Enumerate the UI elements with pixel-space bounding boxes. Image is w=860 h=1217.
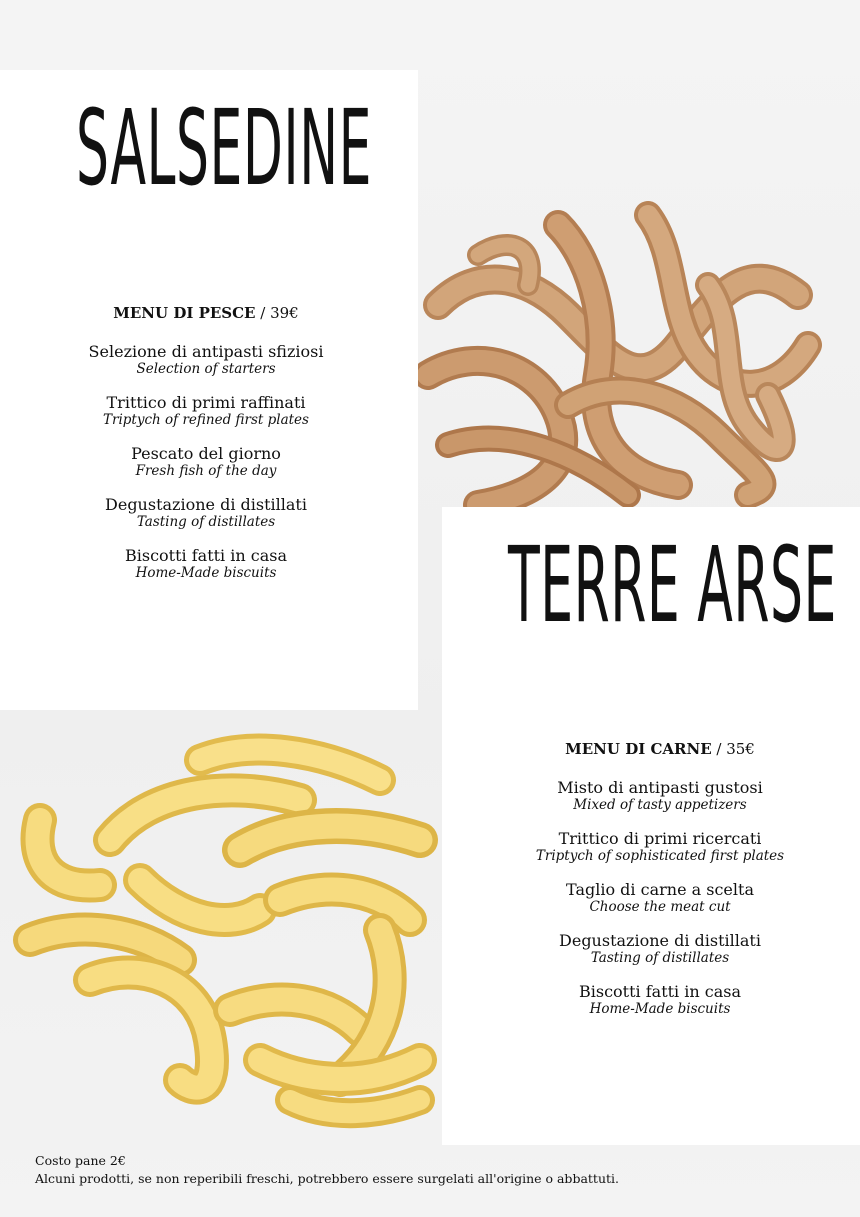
menu-title-fish: SALSEDINE — [76, 87, 373, 209]
fish-menu — [56, 304, 356, 597]
dish-item — [56, 444, 356, 480]
dish-item — [510, 982, 810, 1018]
dish-name-it: Selezione di antipasti sfiziosi — [88, 342, 324, 361]
wholewheat-pappardelle-photo — [418, 195, 860, 530]
dish-name-en: Triptych of refined first plates — [103, 412, 309, 428]
dish-name-en: Tasting of distillates — [590, 950, 730, 966]
dish-name-en: Triptych of sophisticated first plates — [535, 848, 785, 864]
menu-heading-name: MENU DI PESCE — [113, 304, 256, 322]
dish-name-en: Selection of starters — [136, 361, 276, 377]
menu-heading — [510, 740, 810, 758]
dish-name-it: Trittico di primi ricercati — [558, 829, 762, 848]
dish-item — [510, 931, 810, 967]
dish-name-it: Trittico di primi raffinati — [106, 393, 306, 412]
dish-item — [56, 393, 356, 429]
dish-name-it: Misto di antipasti gustosi — [557, 778, 763, 797]
dish-item — [510, 880, 810, 916]
menu-title-meat: TERRE ARSE — [508, 524, 837, 646]
dish-name-it: Degustazione di distillati — [559, 931, 761, 950]
footer-notes — [35, 1152, 619, 1188]
dish-name-it: Biscotti fatti in casa — [124, 546, 288, 565]
dish-item — [510, 829, 810, 865]
dish-name-en: Choose the meat cut — [589, 899, 731, 915]
dish-item — [56, 342, 356, 378]
menu-heading — [56, 304, 356, 322]
dish-name-it: Pescato del giorno — [131, 444, 281, 463]
casarecce-pasta-photo — [0, 720, 445, 1140]
frozen-products-notice: Alcuni prodotti, se non reperibili freschi, potrebbero essere surgelati all'origine o abbattuti. — [35, 1171, 619, 1186]
menu-heading-price: / 39€ — [255, 304, 299, 322]
dish-name-it: Biscotti fatti in casa — [578, 982, 742, 1001]
dish-item — [56, 495, 356, 531]
menu-heading-name: MENU DI CARNE — [565, 740, 712, 758]
dish-name-it: Taglio di carne a scelta — [566, 880, 754, 899]
dish-item — [510, 778, 810, 814]
dish-name-it: Degustazione di distillati — [105, 495, 307, 514]
dish-name-en: Home-Made biscuits — [589, 1001, 731, 1017]
dish-name-en: Fresh fish of the day — [135, 463, 277, 479]
dish-name-en: Tasting of distillates — [136, 514, 276, 530]
meat-menu — [510, 740, 810, 1033]
dish-name-en: Home-Made biscuits — [135, 565, 277, 581]
bread-cost-note: Costo pane 2€ — [35, 1153, 126, 1168]
menu-heading-price: / 35€ — [711, 740, 755, 758]
dish-item — [56, 546, 356, 582]
dish-name-en: Mixed of tasty appetizers — [573, 797, 747, 813]
